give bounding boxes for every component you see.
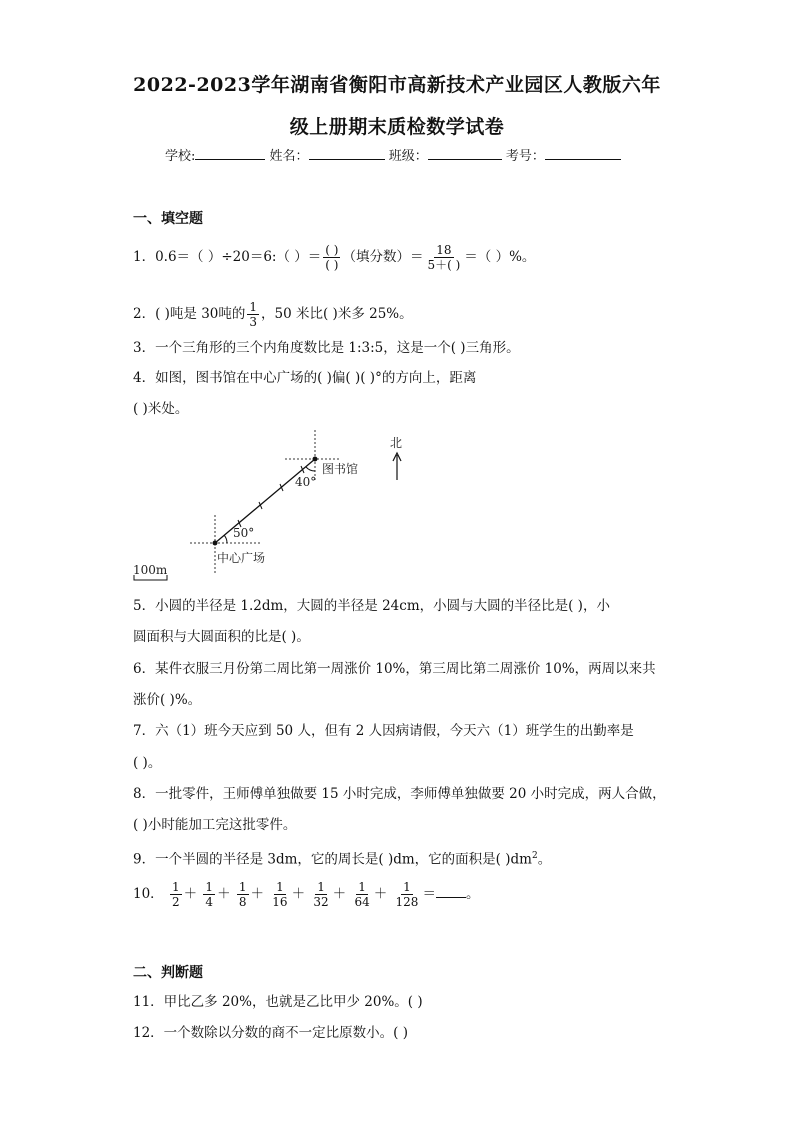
q9-superscript: 2 (531, 851, 538, 861)
q2-frac-den: 3 (249, 315, 258, 329)
q9-text: 9．一个半圆的半径是 3dm，它的周长是( )dm，它的面积是( )dm (133, 851, 532, 868)
q2-fraction (247, 300, 259, 329)
q1-text-b: （填分数）＝ (342, 249, 424, 265)
question-7-line2: ( )。 (133, 755, 162, 771)
question-11: 11．甲比乙多 20%，也就是乙比甲少 20%。( ) (133, 994, 423, 1010)
question-4-line1: 4．如图，图书馆在中心广场的( )偏( )( )°的方向上，距离 (133, 370, 477, 386)
q10-frac: $\frac{1}{8}$ (238, 880, 247, 909)
q9-end: 。 (537, 851, 552, 868)
route-line (215, 459, 315, 543)
q10-answer-blank[interactable] (436, 887, 466, 898)
q2-text-b: ，50 米比( )米多 25%。 (261, 306, 413, 322)
q1-fraction-a[interactable] (323, 243, 340, 272)
q10-end: 。 (465, 886, 480, 902)
route-tick (301, 466, 304, 473)
plus-sign: ＋ (250, 886, 264, 902)
angle-bottom-label: 50° (233, 526, 255, 540)
school-label: 学校: (165, 149, 196, 164)
library-point (313, 457, 318, 462)
class-blank[interactable] (428, 147, 502, 160)
question-4-line2: ( )米处。 (133, 401, 189, 417)
center-label: 中心广场 (217, 551, 266, 565)
student-info-row (165, 145, 621, 164)
exam-no-label: 考号： (505, 149, 545, 164)
question-7-line1: 7．六（1）班今天应到 50 人，但有 2 人因病请假，今天六（1）班学生的出勤率是 (133, 723, 634, 739)
question-6-line1: 6．某件衣服三月份第二周比第一周涨价 10%，第三周比第二周涨价 10%，两周以来共 (133, 661, 656, 677)
q10-number: 10． (133, 886, 164, 902)
school-blank[interactable] (195, 147, 265, 160)
q10-frac: $\frac{1}{2}$ (171, 880, 180, 909)
question-6-line2: 涨价( )%。 (133, 692, 202, 708)
q1-frac-b-num: 18 (436, 243, 452, 257)
name-blank[interactable] (309, 147, 385, 160)
section-judge: 二、判断题 (133, 965, 203, 981)
angle-arc-top (306, 467, 315, 471)
q1-frac-b-den: 5＋( ) (427, 258, 461, 272)
question-10 (133, 880, 479, 909)
question-5-line1: 5．小圆的半径是 1.2dm，大圆的半径是 24cm，小圆与大圆的半径比是( )，小 (133, 598, 610, 614)
q10-frac: $\frac{1}{64}$ (354, 880, 370, 909)
angle-top-label: 40° (295, 475, 317, 489)
exam-title-line2: 级上册期末质检数学试卷 (289, 116, 505, 138)
q1-text-c: ＝（ ）%。 (464, 249, 536, 265)
q2-text-a: 2．( )吨是 30吨的 (133, 306, 246, 322)
q10-frac: $\frac{1}{32}$ (313, 880, 329, 909)
library-label: 图书馆 (322, 462, 359, 476)
north-label: 北 (390, 436, 403, 450)
name-label: 姓名： (269, 149, 309, 164)
question-1 (133, 243, 535, 272)
plus-sign: ＋ (217, 886, 231, 902)
q10-frac: $\frac{1}{4}$ (205, 880, 214, 909)
plus-sign: ＋ (332, 886, 347, 902)
center-point (213, 541, 218, 546)
plus-sign: ＋ (291, 886, 306, 902)
question-5-line2: 圆面积与大圆面积的比是( )。 (133, 629, 310, 645)
q10-frac: $\frac{1}{16}$ (272, 880, 288, 909)
q1-frac-a-num: ( ) (325, 243, 339, 257)
q1-frac-a-den: ( ) (325, 258, 339, 272)
angle-arc-bottom (224, 535, 227, 543)
q1-fraction-b[interactable] (425, 243, 462, 272)
plus-sign: ＋ (373, 886, 388, 902)
exam-no-blank[interactable] (545, 147, 621, 160)
q2-frac-num: 1 (249, 300, 258, 314)
equals-sign: ＝ (422, 886, 436, 902)
question-9 (133, 846, 551, 870)
question-2 (133, 300, 413, 329)
direction-diagram (130, 425, 430, 585)
exam-title-line1: 2022-2023学年湖南省衡阳市高新技术产业园区人教版六年 (133, 74, 661, 96)
question-8-line2: ( )小时能加工完这批零件。 (133, 817, 297, 833)
plus-sign: ＋ (183, 886, 198, 902)
q1-text-a: 1．0.6＝（ ）÷20＝6:（ ）＝ (133, 249, 322, 265)
question-8-line1: 8．一批零件，王师傅单独做要 15 小时完成，李师傅单独做要 20 小时完成，两人合做， (133, 786, 666, 802)
question-12: 12．一个数除以分数的商不一定比原数小。( ) (133, 1025, 409, 1041)
section-fill-in: 一、填空题 (133, 211, 203, 227)
scale-label: 100m (133, 563, 168, 577)
class-label: 班级： (388, 149, 428, 164)
question-3: 3．一个三角形的三个内角度数比是 1:3:5，这是一个( )三角形。 (133, 340, 520, 356)
q10-frac: $\frac{1}{128}$ (395, 880, 419, 909)
